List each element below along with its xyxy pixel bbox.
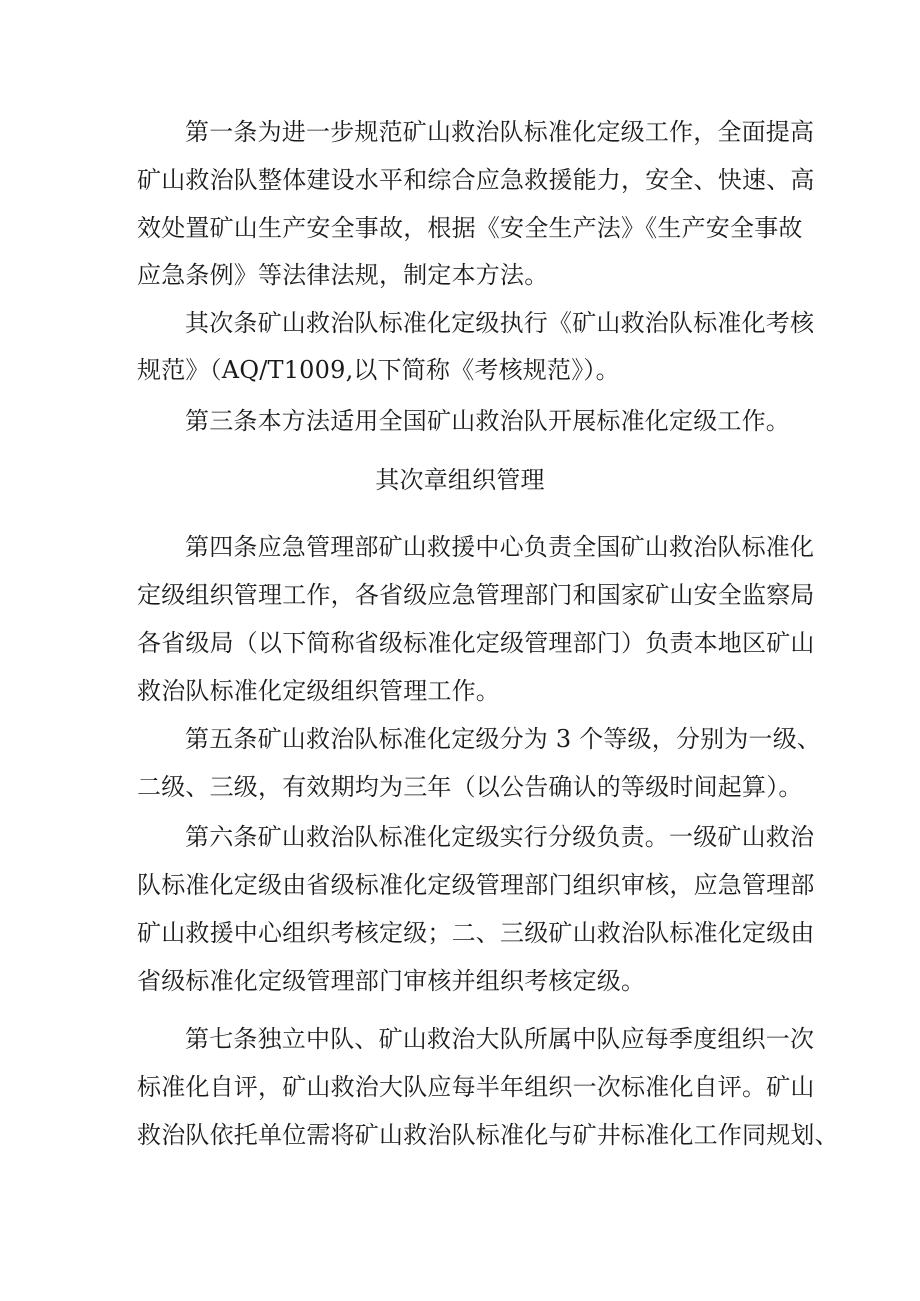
article-6-line-3: 矿山救援中心组织考核定级；二、三级矿山救治队标准化定级由 — [137, 919, 815, 947]
article-1-line-2: 矿山救治队整体建设水平和综合应急救援能力，安全、快速、高 — [137, 166, 815, 194]
article-1-line-3: 效处置矿山生产安全事故，根据《安全生产法》《生产安全事故 — [137, 214, 803, 242]
article-7-line-3: 救治队依托单位需将矿山救治队标准化与矿井标准化工作同规划、 — [137, 1121, 839, 1149]
article-5-line-2: 二级、三级，有效期均为三年（以公告确认的等级时间起算）。 — [137, 773, 803, 801]
article-3-line-1: 第三条本方法适用全国矿山救治队开展标准化定级工作。 — [185, 407, 790, 435]
chapter-heading: 其次章组织管理 — [375, 466, 545, 494]
article-1-line-4: 应急条例》等法律法规，制定本方法。 — [137, 261, 549, 289]
article-4-line-3: 各省级局（以下简称省级标准化定级管理部门）负责本地区矿山 — [137, 629, 815, 657]
article-2-line-1: 其次条矿山救治队标准化定级执行《矿山救治队标准化考核 — [185, 309, 815, 337]
article-4-line-2: 定级组织管理工作，各省级应急管理部门和国家矿山安全监察局 — [137, 581, 815, 609]
article-7-line-1: 第七条独立中队、矿山救治大队所属中队应每季度组织一次 — [185, 1025, 815, 1053]
article-7-line-2: 标准化自评，矿山救治大队应每半年组织一次标准化自评。矿山 — [137, 1073, 815, 1101]
article-6-line-4: 省级标准化定级管理部门审核并组织考核定级。 — [137, 967, 646, 995]
article-1-line-1: 第一条为进一步规范矿山救治队标准化定级工作，全面提高 — [185, 118, 815, 146]
article-6-line-2: 队标准化定级由省级标准化定级管理部门组织审核，应急管理部 — [137, 871, 815, 899]
article-4-line-4: 救治队标准化定级组织管理工作。 — [137, 677, 500, 705]
article-6-line-1: 第六条矿山救治队标准化定级实行分级负责。一级矿山救治 — [185, 823, 815, 851]
article-4-line-1: 第四条应急管理部矿山救援中心负责全国矿山救治队标准化 — [185, 533, 815, 561]
article-2-line-2: 规范》（AQ/T1009,以下简称《考核规范》）。 — [137, 356, 620, 384]
article-5-line-1: 第五条矿山救治队标准化定级分为 3 个等级，分别为一级、 — [185, 725, 822, 753]
